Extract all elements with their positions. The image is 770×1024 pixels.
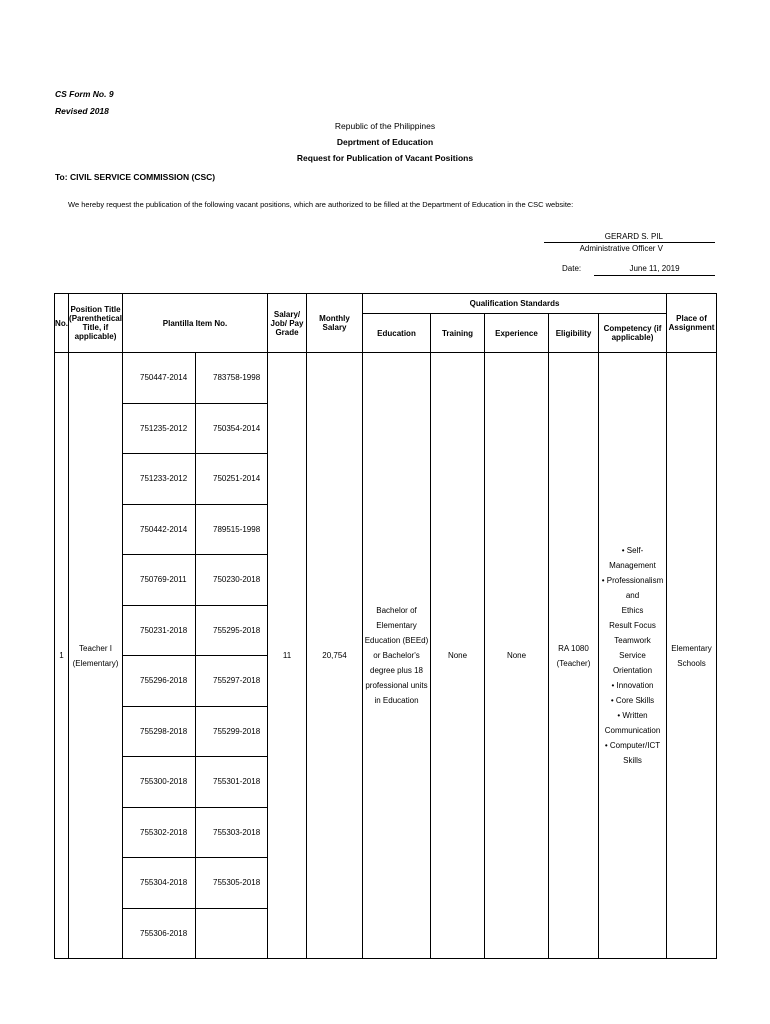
header-training: Training	[431, 314, 485, 353]
addressee: To: CIVIL SERVICE COMMISSION (CSC)	[55, 172, 216, 182]
header-experience: Experience	[485, 314, 549, 353]
date-value: June 11, 2019	[594, 264, 715, 276]
header-eligibility: Eligibility	[549, 314, 599, 353]
competency-line: • Professionalism and	[601, 576, 664, 600]
competency-line: Communication	[604, 726, 661, 735]
row-training: None	[431, 353, 485, 959]
plantilla-item-cell: 750230-2018	[196, 555, 268, 606]
competency-line: Service Orientation	[612, 651, 653, 675]
vacant-positions-table	[54, 293, 717, 959]
row-place-of-assignment: Elementary Schools	[667, 353, 717, 959]
plantilla-item-cell	[196, 908, 268, 959]
competency-line: • Computer/ICT Skills	[604, 741, 661, 765]
plantilla-item-cell: 755296-2018	[123, 656, 196, 707]
header-plantilla-item: Plantilla Item No.	[123, 294, 268, 353]
competency-line: • Self-Management	[609, 546, 656, 570]
plantilla-item-cell: 755297-2018	[196, 656, 268, 707]
plantilla-item-cell: 750769-2011	[123, 555, 196, 606]
plantilla-item-cell: 750447-2014	[123, 353, 196, 404]
header-no: No.	[55, 294, 69, 353]
plantilla-item-cell: 755303-2018	[196, 807, 268, 858]
document-header	[0, 118, 770, 166]
row-eligibility: RA 1080 (Teacher)	[549, 353, 599, 959]
table-body	[55, 353, 717, 959]
plantilla-item-cell: 755305-2018	[196, 858, 268, 909]
plantilla-item-cell: 789515-1998	[196, 504, 268, 555]
table-row	[55, 353, 717, 404]
revised-label: Revised 2018	[55, 106, 109, 116]
row-no: 1	[55, 353, 69, 959]
competency-line: • Innovation	[611, 681, 654, 690]
plantilla-item-cell: 755306-2018	[123, 908, 196, 959]
header-department: Deprtment of Education	[336, 137, 434, 147]
row-monthly-salary: 20,754	[307, 353, 363, 959]
header-request-title: Request for Publication of Vacant Positions	[296, 153, 474, 163]
row-education: Bachelor of Elementary Education (BEEd) or Bachelor's degree plus 18 professional units in Education	[363, 353, 431, 959]
plantilla-item-cell: 755302-2018	[123, 807, 196, 858]
plantilla-item-cell: 750442-2014	[123, 504, 196, 555]
plantilla-item-cell: 750354-2014	[196, 403, 268, 454]
request-statement: We hereby request the publication of the following vacant positions, which are authorized to be filled at the Department of Education in the CSC website:	[68, 200, 574, 209]
signatory-title: Administrative Officer V	[579, 244, 663, 253]
competency-line: Teamwork	[614, 636, 651, 645]
form-no-label: CS Form No. 9	[55, 89, 114, 99]
signatory-block	[544, 231, 715, 255]
plantilla-item-cell: 751235-2012	[123, 403, 196, 454]
header-qualification-standards: Qualification Standards	[363, 294, 667, 314]
plantilla-item-cell: 783758-1998	[196, 353, 268, 404]
plantilla-item-cell: 755304-2018	[123, 858, 196, 909]
plantilla-item-cell: 750251-2014	[196, 454, 268, 505]
competency-line: Result Focus	[609, 621, 656, 630]
signatory-name: GERARD S. PIL	[544, 231, 715, 243]
plantilla-item-cell: 750231-2018	[123, 605, 196, 656]
form-number	[55, 86, 114, 120]
plantilla-item-cell: 751233-2012	[123, 454, 196, 505]
plantilla-item-cell: 755300-2018	[123, 757, 196, 808]
row-salary-grade: 11	[268, 353, 307, 959]
header-monthly-salary: Monthly Salary	[307, 294, 363, 353]
header-salary-grade: Salary/ Job/ Pay Grade	[268, 294, 307, 353]
plantilla-item-cell: 755301-2018	[196, 757, 268, 808]
plantilla-item-cell: 755295-2018	[196, 605, 268, 656]
competency-line: • Core Skills	[610, 696, 655, 705]
row-position-title: Teacher I (Elementary)	[69, 353, 123, 959]
plantilla-item-cell: 755298-2018	[123, 706, 196, 757]
plantilla-item-cell: 755299-2018	[196, 706, 268, 757]
header-competency: Competency (if applicable)	[599, 314, 667, 353]
header-republic: Republic of the Philippines	[334, 121, 436, 131]
header-position-title: Position Title (Parenthetical Title, if applicable)	[69, 294, 123, 353]
competency-line: • Written	[617, 711, 648, 720]
header-place-of-assignment: Place of Assignment	[667, 294, 717, 353]
header-education: Education	[363, 314, 431, 353]
competency-line: Ethics	[621, 606, 644, 615]
row-experience: None	[485, 353, 549, 959]
row-competency	[599, 353, 667, 959]
date-label: Date:	[562, 264, 582, 273]
